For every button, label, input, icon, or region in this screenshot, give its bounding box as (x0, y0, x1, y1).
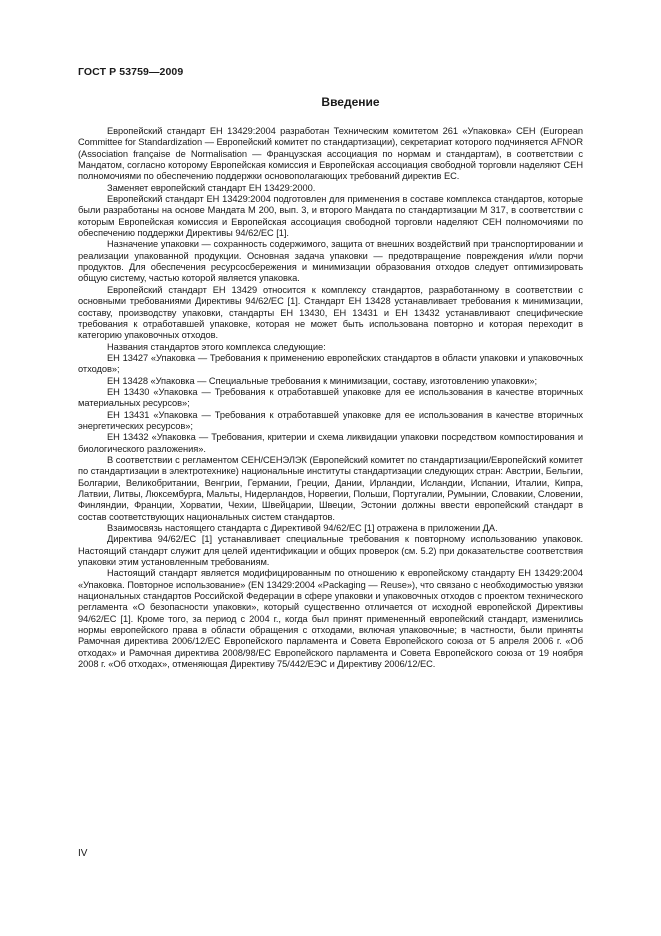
list-item-en-13430: ЕН 13430 «Упаковка — Требования к отработавшей упаковке для ее использования в качестве вторичных материальных ресурсов»; (78, 386, 583, 409)
list-item-en-13431: ЕН 13431 «Упаковка — Требования к отработавшей упаковке для ее использования в качестве вторичных энергетических ресурсов»; (78, 409, 583, 431)
standard-code-header: ГОСТ Р 53759—2009 (78, 66, 184, 78)
list-item-en-13428: ЕН 13428 «Упаковка — Специальные требования к минимизации, составу, изготовлению упаковки»; (107, 375, 538, 386)
page-number: IV (78, 848, 88, 859)
paragraph-annex-da: Взаимосвязь настоящего стандарта с Директивой 94/62/ЕС [1] отражена в приложении ДА. (107, 523, 498, 534)
paragraph-cen-origin: Европейский стандарт ЕН 13429:2004 разработан Техническим комитетом 261 «Упаковка» CEH (European Committee for Standardization — Европейский комитет по стандартизации), секретариат которого подчиняется AFNOR (Association française de Normalisation — Французская ассоциация по нормам и стандартам), в соответствии с Мандатом, согласно которому Европейская комиссия и Европейская ассоциация свободной торговли наделяют СЕН полномочиями по обеспечению поддержки основополагающих требований директив ЕС. (78, 126, 583, 182)
introduction-body (78, 126, 583, 671)
paragraph-directive-reuse: Директива 94/62/ЕС [1] устанавливает специальные требования к повторному использованию упаковок. Настоящий стандарт служит для целей идентификации и общих проверок (см. 5.2) при доказательстве соответствия упаковки этим установленным требованиям. (78, 534, 583, 568)
paragraph-standards-list-intro: Названия стандартов этого комплекса следующие: (107, 341, 326, 352)
paragraph-mandates: Европейский стандарт ЕН 13429:2004 подготовлен для применения в составе комплекса стандартов, которые были разработаны на основе Мандата М 200, вып. 3, и второго Мандата по стандартизации М 317, в соответствии с которым Европейская комиссия и Европейская ассоциация свободной торговли наделяют СЕН полномочиями по обеспечению поддержки Директивы 94/62/ЕС [1]. (78, 194, 583, 239)
paragraph-replaces: Заменяет европейский стандарт ЕН 13429:2000. (107, 182, 316, 193)
list-item-en-13432: ЕН 13432 «Упаковка — Требования, критерии и схема ликвидации упаковки посредством компостирования и биологического разложения». (78, 432, 583, 454)
paragraph-standards-set: Европейский стандарт ЕН 13429 относится к комплексу стандартов, разработанному в соответствии с основными требованиями Директивы 94/62/ЕС [1]. Стандарт ЕН 13428 устанавливает требования к минимизации, составу, производству упаковки, стандарты ЕН 13430, ЕН 13431 и ЕН 13432 устанавливают специфические требования к отработавшей упаковке, которая не может быть использована повторно и которая переходит в категорию упаковочных отходов. (78, 284, 583, 341)
section-title: Введение (321, 95, 380, 109)
paragraph-national-institutes: В соответствии с регламентом СЕН/СЕНЭЛЭК (Европейский комитет по стандартизации/Европейский комитет по стандартизации в электротехнике) национальные институты стандартизации следующих стран: Австрии, Бельгии, Болгарии, Великобритании, Венгрии, Германии, Греции, Дании, Ирландии, Исландии, Испании, Италии, Кипра, Латвии, Литвы, Люксембурга, Мальты, Нидерландов, Норвегии, Польши, Португалии, Румынии, Словакии, Словении, Финляндии, Франции, Хорватии, Чехии, Швейцарии, Швеции, Эстонии должны ввести европейский стандарт в состав соответствующих национальных систем стандартов. (78, 454, 583, 522)
list-item-en-13427: ЕН 13427 «Упаковка — Требования к применению европейских стандартов в области упаковки и упаковочных отходов»; (78, 352, 583, 375)
paragraph-modification: Настоящий стандарт является модифицированным по отношению к европейскому стандарту ЕН 13429:2004 «Упаковка. Повторное использование» (EN 13429:2004 «Packaging — Reuse»), что связано с необходимостью увязки национальных стандартов Российской Федерации в сфере упаковки и упаковочных отходов с проектом технического регламента «О безопасности упаковки», который существенно отличается от исходной европейской Директивы 94/62/ЕС [1]. Кроме того, за период с 2004 г., когда был принят примененный европейский стандарт, изменились нормы европейского права в области обращения с отходами, включая упаковочные; в частности, были приняты Рамочная директива 2006/12/ЕС Европейского парламента и Совета Европейского союза от 5 апреля 2006 г. «Об отходах» и Рамочная директива 2008/98/ЕС Европейского парламента и Совета Европейского союза от 19 ноября 2008 г. «Об отходах», отменяющая Директиву 75/442/ЕЭС и Директиву 2006/12/ЕС. (78, 568, 583, 670)
paragraph-packaging-purpose: Назначение упаковки — сохранность содержимого, защита от внешних воздействий при транспортировании и реализации упакованной продукции. Основная задача упаковки — предотвращение повреждения и/или порчи продуктов. Для обеспечения ресурсосбережения и минимизации образования отходов следует оптимизировать общую систему, частью которой является упаковка. (78, 239, 583, 284)
